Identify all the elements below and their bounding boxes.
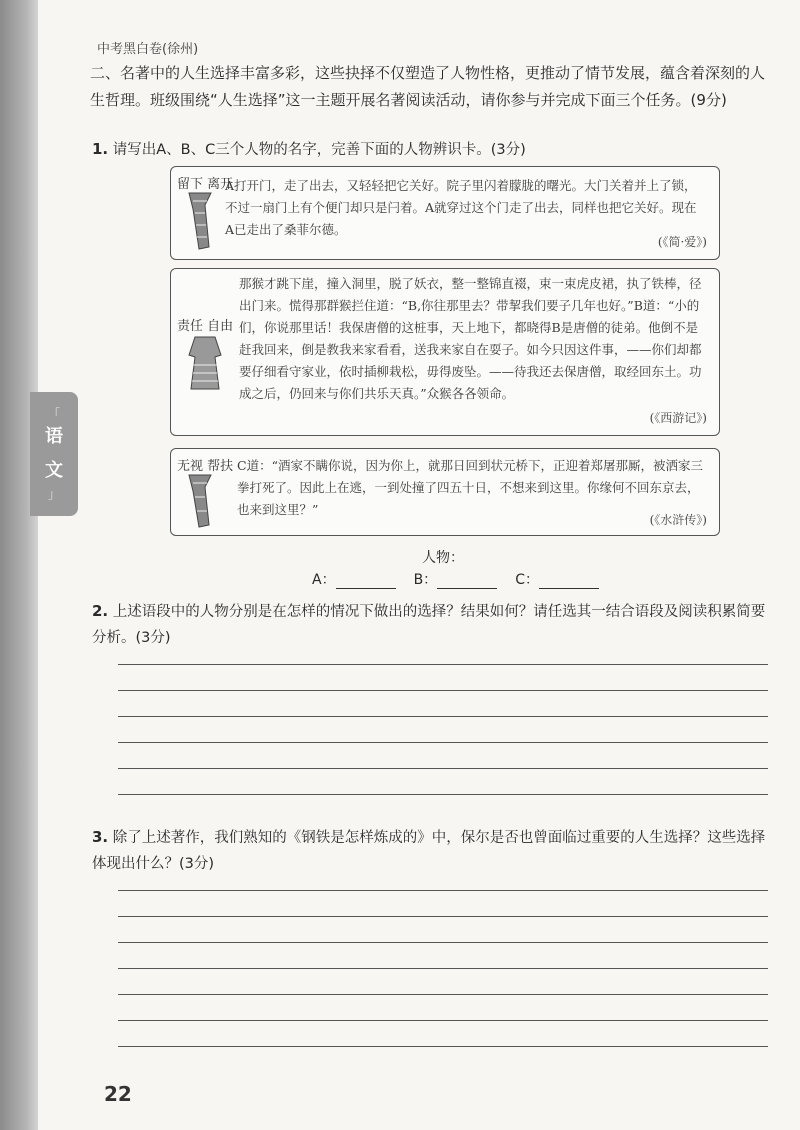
subject-tab	[30, 392, 78, 516]
question-2-text: 上述语段中的人物分别是在怎样的情况下做出的选择？结果如何？请任选其一结合语段及阅读积累简要分析。(3分)	[92, 604, 766, 646]
question-1-number: 1.	[92, 140, 109, 158]
tab-bracket-top: 「	[47, 407, 60, 421]
pointing-hand-icon	[185, 191, 215, 251]
name-b-field[interactable]	[414, 569, 498, 589]
subject-char-2: 文	[45, 460, 63, 481]
answer-line[interactable]	[118, 942, 768, 943]
name-a-field[interactable]	[312, 569, 396, 589]
question-1-text: 请写出A、B、C三个人物的名字，完善下面的人物辨识卡。(3分)	[112, 142, 526, 158]
answer-line[interactable]	[118, 968, 768, 969]
question-3-text: 除了上述著作，我们熟知的《钢铁是怎样炼成的》中，保尔是否也曾面临过重要的人生选择？这些选择体现出什么？(3分)	[92, 830, 766, 872]
name-c-label: C：	[515, 572, 539, 588]
subject-char-1: 语	[45, 426, 63, 447]
character-card-c	[170, 448, 720, 536]
answer-line[interactable]	[118, 716, 768, 717]
question-1	[92, 136, 762, 163]
answer-line[interactable]	[118, 916, 768, 917]
name-c-field[interactable]	[515, 569, 599, 589]
name-b-label: B：	[413, 572, 438, 588]
card-a-text: A打开门，走了出去，又轻轻把它关好。院子里闪着朦胧的曙光。大门关着并上了锁，不过一扇门上有个便门却只是闩着。A就穿过这个门走了出去，同样也把它关好。现在A已走出了桑菲尔德。	[225, 178, 697, 237]
card-b-text: 那猴才跳下崖，撞入洞里，脱了妖衣，整一整锦直裰，束一束虎皮裙，执了铁棒，径出门来。慌得那群猴拦住道：“B,你往那里去？带挈我们要子几年也好。”B道：“小的们，你说那里话！我保唐僧的这桩事，天上地下，都晓得B是唐僧的徒弟。他倒不是赶我回来，倒是教我来家看看，送我来家自在耍子。如今只因这件事，——你们却都要仔细看守家业，依时插柳栽松，毋得废坠。——待我还去保唐僧，取经回东土。功成之后，仍回来与你们共乐天真。”众猴各各领命。	[239, 276, 702, 401]
card-c-text: C道：“酒家不瞒你说，因为你上，就那日回到状元桥下，正迎着郑屠那厮，被洒家三拳打死了。因此上在逃，一到处撞了四五十日，不想来到这里。你缘何不回东京去，也来到这里？”	[237, 458, 703, 517]
section-intro: 二、名著中的人生选择丰富多彩，这些抉择不仅塑造了人物性格，更推动了情节发展，蕴含着深刻的人生哲理。班级围绕“人生选择”这一主题开展名著阅读活动，请你参与并完成下面三个任务。(9分)	[90, 64, 766, 109]
worksheet-page	[82, 0, 782, 1130]
answer-line[interactable]	[118, 1046, 768, 1047]
scarf-figure-icon	[185, 473, 215, 529]
name-a-label: A：	[312, 572, 336, 588]
card-b-tag: 责任 自由	[177, 319, 234, 334]
robe-figure-icon	[185, 335, 225, 391]
answer-line[interactable]	[118, 742, 768, 743]
question-2	[92, 598, 772, 651]
card-a-source: (《简·爱》)	[657, 235, 707, 249]
page-number: 22	[104, 1082, 132, 1106]
question-3	[92, 824, 772, 877]
answer-line[interactable]	[118, 890, 768, 891]
question-3-number: 3.	[92, 828, 109, 846]
answer-line[interactable]	[118, 690, 768, 691]
answer-line[interactable]	[118, 664, 768, 665]
card-c-source: (《水浒传》)	[649, 513, 707, 527]
answer-line[interactable]	[118, 794, 768, 795]
names-answer-row	[312, 569, 599, 589]
names-title: 人物：	[422, 550, 464, 566]
answer-line[interactable]	[118, 1020, 768, 1021]
card-b-source: (《西游记》)	[649, 411, 707, 425]
tab-bracket-bottom: 」	[47, 487, 60, 501]
page-header: 中考黑白卷(徐州)	[97, 42, 199, 57]
answer-line[interactable]	[118, 768, 768, 769]
answer-line[interactable]	[118, 994, 768, 995]
character-card-b	[170, 268, 720, 436]
character-card-a	[170, 166, 720, 260]
book-spine-edge	[0, 0, 38, 1130]
question-2-number: 2.	[92, 602, 109, 620]
card-a-tag: 留下 离开	[177, 177, 234, 192]
card-c-tag: 无视 帮扶	[177, 459, 234, 474]
